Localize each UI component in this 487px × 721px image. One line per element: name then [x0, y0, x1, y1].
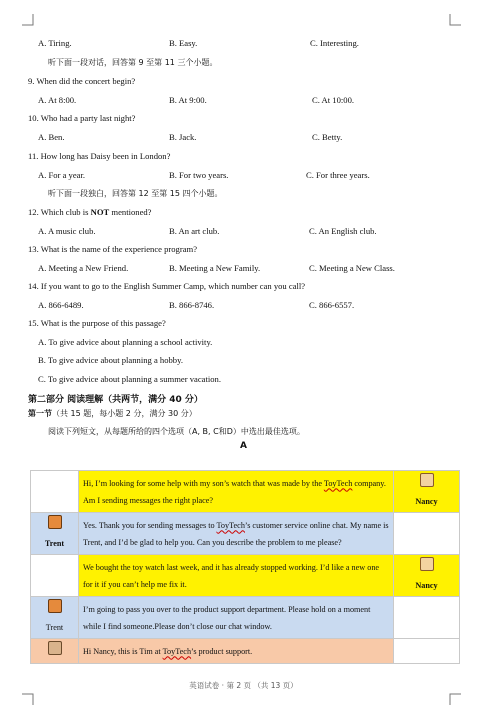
section-one-heading: 第一节（共 15 题，每小题 2 分，满分 30 分） [28, 409, 197, 418]
chat-row-3-speaker [394, 555, 460, 597]
q12-option-b: B. An art club. [169, 226, 220, 236]
q9-option-b: B. At 9:00. [169, 95, 207, 105]
chat-row-2-speaker [31, 513, 79, 555]
chat-row-5-right [394, 639, 460, 664]
tim-avatar-icon [48, 641, 62, 655]
chat-row-2 [31, 513, 460, 555]
q13-option-c: C. Meeting a New Class. [309, 263, 395, 273]
question-11: 11. How long has Daisy been in London? [28, 151, 171, 161]
question-10: 10. Who had a party last night? [28, 113, 136, 123]
q9-option-a: A. At 8:00. [38, 95, 77, 105]
chat-row-3 [31, 555, 460, 597]
q14-option-a: A. 866-6489. [38, 300, 84, 310]
page-footer: 英语试卷 · 第 2 页 （共 13 页） [189, 681, 298, 690]
option-c: C. Interesting. [310, 38, 359, 48]
chat-message-4: I’m going to pass you over to the product support department. Please hold on a moment while I find someone.Please don’t close our chat window. [79, 597, 394, 639]
chat-row-5 [31, 639, 460, 664]
q14-option-c: C. 866-6557. [309, 300, 355, 310]
part-two-heading: 第二部分 阅读理解（共两节，满分 40 分） [28, 395, 203, 405]
trent-avatar-icon [48, 599, 62, 613]
question-12: 12. Which club is NOT mentioned? [28, 207, 152, 217]
chat-row-4 [31, 597, 460, 639]
q11-option-b: B. For two years. [169, 170, 229, 180]
question-15: 15. What is the purpose of this passage? [28, 318, 166, 328]
option-b: B. Easy. [169, 38, 198, 48]
q10-option-c: C. Betty. [312, 132, 343, 142]
passage-label: A [240, 441, 247, 451]
trent-avatar-icon [48, 515, 62, 529]
q13-option-b: B. Meeting a New Family. [169, 263, 261, 273]
speaker-name: Trent [45, 623, 64, 632]
chat-row-4-right [394, 597, 460, 639]
question-13: 13. What is the name of the experience program? [28, 244, 198, 254]
chat-message-5: Hi Nancy, this is Tim at ToyTech’s product support. [79, 639, 394, 664]
q11-option-a: A. For a year. [38, 170, 86, 180]
q12-option-c: C. An English club. [309, 226, 377, 236]
chat-row-1-left [31, 471, 79, 513]
chat-table [30, 470, 460, 664]
chat-row-4-speaker [31, 597, 79, 639]
speaker-name: Trent [44, 539, 65, 548]
q15-option-a: A. To give advice about planning a school activity. [38, 337, 213, 347]
nancy-avatar-icon [420, 557, 434, 571]
chat-message-3: We bought the toy watch last week, and it has already stopped working. I’d like a new one for it if you can’t help me fix it. [79, 555, 394, 597]
q10-option-b: B. Jack. [169, 132, 197, 142]
q12-option-a: A. A music club. [38, 226, 96, 236]
instruction-12-15: 听下面一段独白，回答第 12 至第 15 四个小题。 [48, 189, 223, 198]
instruction-9-11: 听下面一段对话，回答第 9 至第 11 三个小题。 [48, 58, 218, 67]
crop-mark-bottom-left [22, 693, 34, 705]
reading-instruction: 阅读下列短文，从每题所给的四个选项（A, B, C和D）中选出最佳选项。 [48, 427, 305, 436]
option-a: A. Tiring. [38, 38, 72, 48]
chat-message-2: Yes. Thank you for sending messages to ToyTech’s customer service online chat. My name is Trent, and I’d be glad to help you. Can you describe the problem to me please? [79, 513, 394, 555]
crop-mark-bottom-right [449, 693, 461, 705]
q15-option-b: B. To give advice about planning a hobby. [38, 355, 183, 365]
q14-option-b: B. 866-8746. [169, 300, 215, 310]
q10-option-a: A. Ben. [38, 132, 65, 142]
question-9: 9. When did the concert begin? [28, 76, 136, 86]
nancy-avatar-icon [420, 473, 434, 487]
q13-option-a: A. Meeting a New Friend. [38, 263, 129, 273]
question-14: 14. If you want to go to the English Summer Camp, which number can you call? [28, 281, 306, 291]
crop-mark-top-right [449, 14, 461, 26]
chat-row-5-speaker [31, 639, 79, 664]
q15-option-c: C. To give advice about planning a summer vacation. [38, 374, 222, 384]
chat-row-2-right [394, 513, 460, 555]
chat-row-1-speaker [394, 471, 460, 513]
q11-option-c: C. For three years. [306, 170, 370, 180]
chat-message-1: Hi, I’m looking for some help with my son’s watch that was made by the ToyTech company. Am I sending messages the right place? [79, 471, 394, 513]
q9-option-c: C. At 10:00. [312, 95, 355, 105]
chat-row-3-left [31, 555, 79, 597]
crop-mark-top-left [22, 14, 34, 26]
chat-row-1 [31, 471, 460, 513]
speaker-name: Nancy [415, 497, 438, 506]
speaker-name: Nancy [415, 581, 438, 590]
